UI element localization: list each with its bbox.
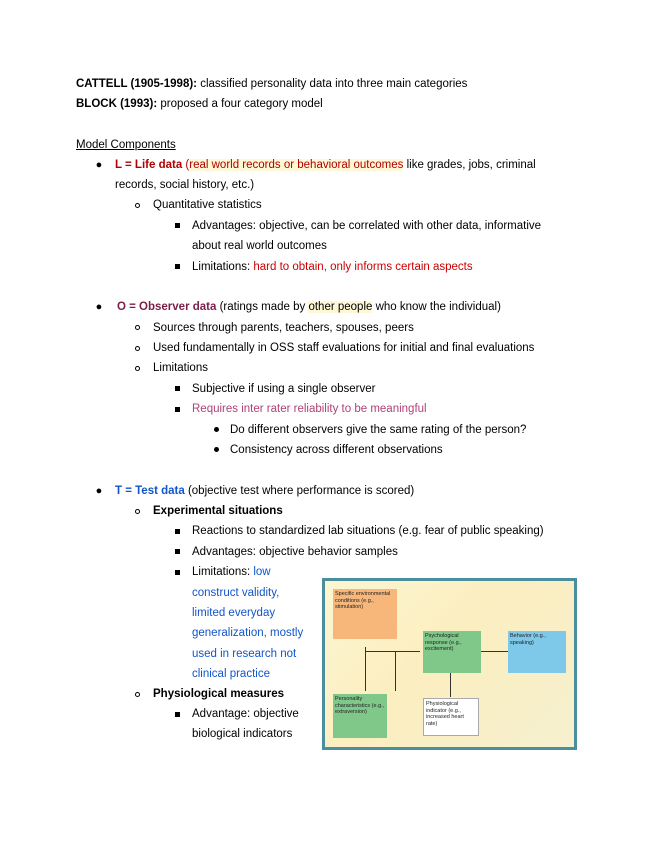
observer-rest: who know the individual): [372, 301, 501, 313]
test-lim-1: construct validity,: [192, 587, 280, 599]
observer-line: [117, 300, 501, 314]
life-lim-text: hard to obtain, only informs certain aspects: [253, 261, 473, 273]
test-lim-line1: [192, 565, 271, 579]
test-lim-4: used in research not: [192, 648, 297, 660]
psych-box: Psychological response (e.g., excitement): [423, 631, 481, 673]
square-bullet-icon: [175, 407, 180, 412]
life-line-1: [115, 158, 536, 172]
life-adv-label: Advantages:: [192, 220, 256, 232]
circle-bullet-icon: [135, 692, 140, 697]
cattell-text: classified personality data into three main categories: [197, 78, 468, 90]
life-lim: [192, 260, 473, 274]
observer-lim2: Requires inter rater reliability to be meaningful: [192, 403, 427, 415]
block-line: [76, 97, 323, 111]
observer-q2: Consistency across different observations: [230, 444, 443, 456]
connector-line: [395, 651, 396, 691]
behavior-box: Behavior (e.g., speaking): [508, 631, 566, 673]
square-bullet-icon: [175, 264, 180, 269]
dot-bullet-icon: [214, 447, 219, 452]
cattell-line: [76, 77, 467, 91]
circle-bullet-icon: [135, 346, 140, 351]
observer-highlight: other people: [308, 301, 373, 313]
square-bullet-icon: [175, 529, 180, 534]
life-adv-text: objective, can be correlated with other data, informative: [255, 220, 542, 232]
test-line: [115, 484, 414, 498]
life-adv: [192, 219, 541, 233]
circle-bullet-icon: [135, 203, 140, 208]
observer-paren: (ratings made by: [216, 301, 309, 313]
physio-box: Physiological indicator (e.g., increased heart rate): [423, 698, 479, 736]
dot-bullet-icon: [214, 427, 219, 432]
test-lim-label: Limitations:: [192, 566, 254, 578]
life-lim-label: Limitations:: [192, 261, 254, 273]
circle-bullet-icon: [135, 366, 140, 371]
life-sub1: Quantitative statistics: [153, 199, 262, 211]
block-name: BLOCK (1993):: [76, 98, 158, 110]
life-paren: (: [182, 159, 190, 171]
personality-diagram: [322, 578, 577, 750]
observer-sub2: Used fundamentally in OSS staff evaluations for initial and final evaluations: [153, 342, 535, 354]
life-highlight: real world records or behavioral outcomes: [189, 159, 404, 171]
test-rest: (objective test where performance is scored): [184, 485, 415, 497]
life-adv-line2: about real world outcomes: [192, 240, 327, 252]
connector-line: [480, 651, 508, 652]
block-text: proposed a four category model: [157, 98, 323, 110]
observer-lim1: Subjective if using a single observer: [192, 383, 376, 395]
square-bullet-icon: [175, 386, 180, 391]
test-exp1: Reactions to standardized lab situations (e.g. fear of public speaking): [192, 525, 544, 537]
connector-line: [365, 651, 420, 652]
bullet-icon: ●: [95, 301, 103, 313]
cattell-name: CATTELL (1905-1998):: [76, 78, 197, 90]
square-bullet-icon: [175, 223, 180, 228]
test-lim-2: limited everyday: [192, 607, 276, 619]
life-line-2: records, social history, etc.): [115, 179, 255, 191]
bullet-icon: ●: [95, 159, 103, 171]
test-exp-title: Experimental situations: [153, 505, 283, 517]
square-bullet-icon: [175, 712, 180, 717]
connector-line: [450, 673, 451, 697]
square-bullet-icon: [175, 549, 180, 554]
env-box: Specific environmental conditions (e.g., stimulation): [333, 589, 397, 639]
test-exp2: Advantages: objective behavior samples: [192, 546, 398, 558]
connector-line: [365, 647, 366, 691]
test-phys-adv-2: biological indicators: [192, 728, 293, 740]
test-phys-adv-1: Advantage: objective: [192, 708, 299, 720]
test-lim-5: clinical practice: [192, 668, 270, 680]
observer-q1: Do different observers give the same rating of the person?: [230, 424, 527, 436]
test-lim-0: low: [253, 566, 271, 578]
circle-bullet-icon: [135, 325, 140, 330]
observer-sub3: Limitations: [153, 362, 208, 374]
circle-bullet-icon: [135, 509, 140, 514]
life-rest: like grades, jobs, criminal: [403, 159, 536, 171]
bullet-icon: ●: [95, 485, 103, 497]
test-lim-3: generalization, mostly: [192, 627, 304, 639]
section-title: Model Components: [76, 139, 176, 151]
life-label: L = Life data: [115, 159, 183, 171]
test-phys-title: Physiological measures: [153, 688, 285, 700]
personality-box: Personality characteristics (e.g., extraversion): [333, 694, 387, 738]
square-bullet-icon: [175, 570, 180, 575]
test-label: T = Test data: [115, 485, 185, 497]
observer-sub1: Sources through parents, teachers, spouses, peers: [153, 322, 414, 334]
observer-label: O = Observer data: [117, 301, 217, 313]
